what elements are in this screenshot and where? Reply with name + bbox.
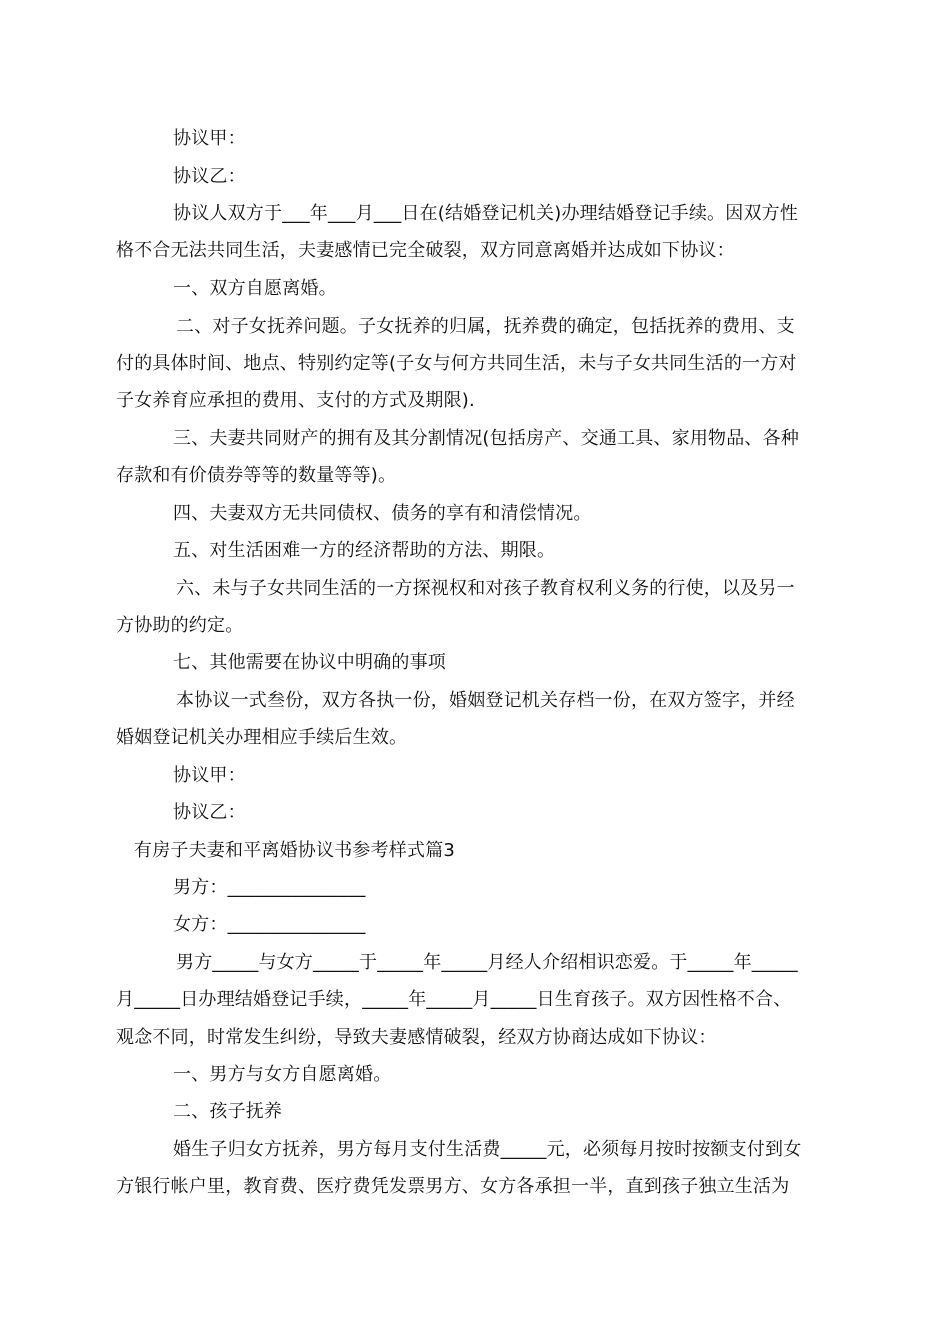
party-b-label-1: 协议乙： bbox=[173, 166, 246, 187]
clause-6-line-2: 方协助的约定。 bbox=[116, 615, 244, 636]
article-1: 一、男方与女方自愿离婚。 bbox=[173, 1064, 392, 1085]
husband-field: 男方：_______________ bbox=[173, 877, 366, 898]
child-support-line-2: 方银行帐户里，教育费、医疗费凭发票男方、女方各承担一半，直到孩子独立生活为 bbox=[116, 1176, 790, 1197]
clause-7: 七、其他需要在协议中明确的事项 bbox=[173, 652, 446, 673]
child-support-line-1: 婚生子归女方抚养，男方每月支付生活费_____元，必须每月按时按额支付到女 bbox=[173, 1139, 802, 1160]
party-b-label-2: 协议乙： bbox=[173, 802, 246, 823]
clause-2-line-2: 付的具体时间、地点、特别约定等(子女与何方共同生活，未与子女共同生活的一方对 bbox=[116, 353, 797, 374]
background-line-1: 男方_____与女方_____于_____年_____月经人介绍相识恋爱。于_____年_____ bbox=[176, 952, 798, 973]
agreement-intro-line-1: 协议人双方于___年___月___日在(结婚登记机关)办理结婚登记手续。因双方性 bbox=[173, 203, 799, 224]
clause-3-line-1: 三、夫妻共同财产的拥有及其分割情况(包括房产、交通工具、家用物品、各种 bbox=[173, 428, 800, 449]
clause-6-line-1: 六、未与子女共同生活的一方探视权和对孩子教育权利义务的行使，以及另一 bbox=[176, 578, 795, 599]
clause-5: 五、对生活困难一方的经济帮助的方法、期限。 bbox=[173, 540, 556, 561]
section-title-3: 有房子夫妻和平离婚协议书参考样式篇3 bbox=[134, 840, 456, 861]
clause-2-line-1: 二、对子女抚养问题。子女抚养的归属，抚养费的确定，包括抚养的费用、支 bbox=[176, 316, 795, 337]
clause-3-line-2: 存款和有价债券等等的数量等等)。 bbox=[116, 465, 397, 486]
clause-4: 四、夫妻双方无共同债权、债务的享有和清偿情况。 bbox=[173, 503, 592, 524]
copies-clause-line-1: 本协议一式叁份，双方各执一份，婚姻登记机关存档一份，在双方签字，并经 bbox=[176, 690, 795, 711]
clause-1: 一、双方自愿离婚。 bbox=[173, 278, 337, 299]
wife-field: 女方：_______________ bbox=[173, 914, 366, 935]
clause-2-line-3: 子女养育应承担的费用、支付的方式及期限). bbox=[116, 390, 475, 411]
agreement-intro-line-2: 格不合无法共同生活，夫妻感情已完全破裂，双方同意离婚并达成如下协议： bbox=[116, 240, 735, 261]
background-line-2: 月_____日办理结婚登记手续，_____年_____月_____日生育孩子。双方因性格不合、 bbox=[116, 989, 792, 1010]
copies-clause-line-2: 婚姻登记机关办理相应手续后生效。 bbox=[116, 727, 408, 748]
party-a-label-1: 协议甲： bbox=[173, 128, 246, 149]
party-a-label-2: 协议甲： bbox=[173, 765, 246, 786]
background-line-3: 观念不同，时常发生纠纷，导致夫妻感情破裂，经双方协商达成如下协议： bbox=[116, 1027, 717, 1048]
article-2-heading: 二、孩子抚养 bbox=[173, 1101, 283, 1122]
